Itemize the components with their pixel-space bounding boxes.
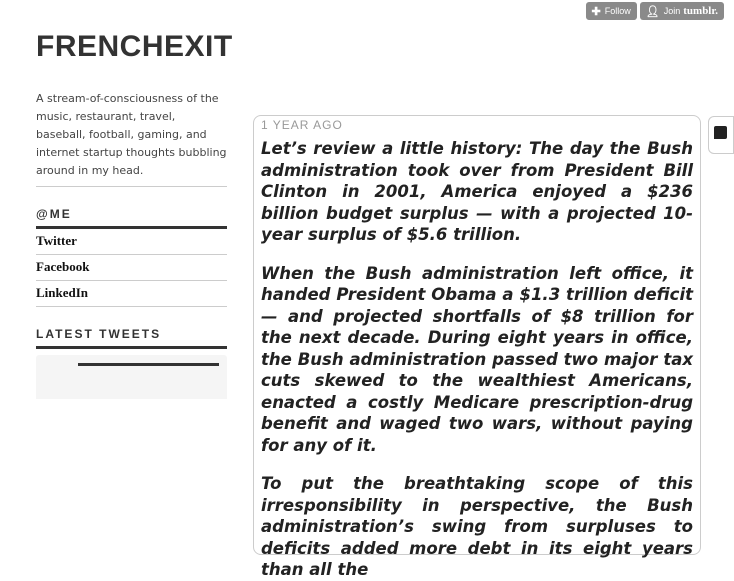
post-paragraph: To put the breathtaking scope of this irresponsibility in perspective, the Bush administration’s swing from surpluses to deficits added more debt in its eight years than all the <box>261 474 693 579</box>
facebook-link[interactable]: Facebook <box>36 255 227 281</box>
post-paragraph: Let’s review a little history: The day the Bush administration took over from President Bill Clinton in 2001, America enjoyed a $236 billion budget surplus — with a projected 10-year surplus of $5.6 trillion. <box>261 139 693 244</box>
latest-tweets-heading: LATEST TWEETS <box>36 327 227 349</box>
site-description: A stream-of-consciousness of the music, restaurant, travel, baseball, football, gaming, and internet startup thoughts bubbling around in my head. <box>36 90 227 187</box>
post-paragraph: When the Bush administration left office, it handed President Obama a $1.3 trillion deficit — and projected shortfalls of $8 trillion for the next decade. During eight years in office, the Bush administration passed two major tax cuts skewed to the wealthiest Americans, enacted a costly Medicare prescription-drug benefit and waged two wars, without paying for any of it. <box>261 263 693 455</box>
side-tab[interactable] <box>708 116 734 154</box>
speech-icon <box>714 126 727 139</box>
tweets-divider <box>78 363 219 366</box>
follow-label: Follow <box>604 6 631 16</box>
linkedin-link[interactable]: LinkedIn <box>36 281 227 307</box>
me-heading: @ME <box>36 207 227 229</box>
join-label: Join <box>663 6 681 16</box>
follow-button[interactable] <box>586 2 637 20</box>
site-title[interactable]: FRENCHEXIT <box>36 30 233 63</box>
tumblr-controls <box>586 2 724 20</box>
tweets-content <box>36 399 227 545</box>
person-icon: 👤︎ <box>645 5 660 18</box>
tweets-widget <box>36 355 227 525</box>
post <box>253 115 701 579</box>
sidebar <box>36 90 227 525</box>
tumblr-logo: tumblr. <box>683 5 718 17</box>
post-timestamp[interactable]: 1 YEAR AGO <box>261 118 343 132</box>
social-links <box>36 229 227 307</box>
twitter-link[interactable]: Twitter <box>36 229 227 255</box>
join-tumblr-button[interactable] <box>640 2 724 20</box>
plus-icon: ✚ <box>591 5 601 18</box>
